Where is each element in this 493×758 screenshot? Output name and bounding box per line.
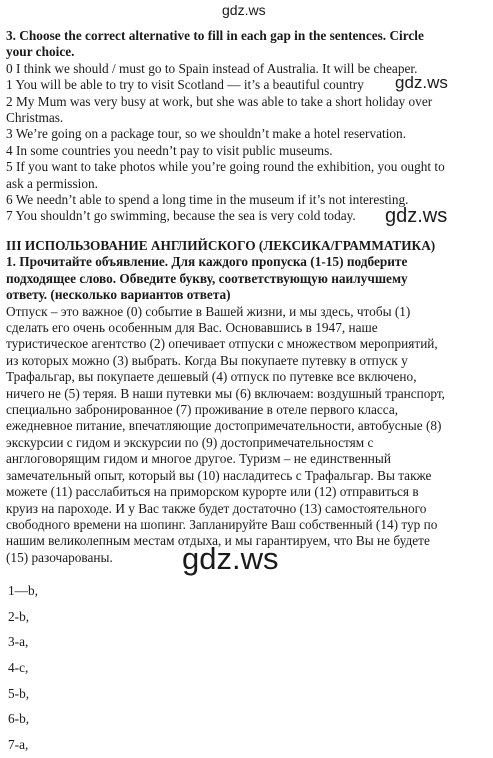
exercise-text-line: 1 You will be able to try to visit Scotland — it’s a beautiful country [6, 77, 364, 93]
section-text-line: сделать его очень особенным для Вас. Основавшись в 1947, наше [6, 320, 378, 336]
section-text-line: экскурсии с гидом и экскурсии по (9) достопримечательностям с [6, 434, 374, 450]
exercise-text-line: 3. Choose the correct alternative to fill in each gap in the sentences. Circle [6, 28, 424, 43]
exercise-russian-section [6, 238, 488, 566]
answer-item: 1—b, [8, 583, 38, 598]
watermark-large: gdz.ws [182, 541, 279, 576]
exercise-text-line: 5 If you want to take photos while you’re going round the exhibition, you ought to [6, 159, 445, 175]
watermark-top: gdz.ws [222, 2, 266, 18]
answer-item: 5-b, [8, 685, 30, 701]
exercise-text-line: 6 We needn’t able to spend a long time in the museum if it’s not interesting. [6, 192, 409, 208]
exercise-text-line: Christmas. [6, 110, 64, 126]
section-text-line: 1. Прочитайте объявление. Для каждого пропуска (1-15) подберите [6, 254, 408, 270]
exercise-text-line: 4 In some countries you needn’t pay to visit public museums. [6, 142, 333, 158]
watermark-middle-2: gdz.ws [385, 205, 448, 227]
exercise-text-line: 7 You shouldn’t go swimming, because the sea is very cold today. [6, 208, 356, 224]
section-text-line: Трафальгар, вы покупаете дешевый (4) отпуск по путевке все включено, [6, 369, 417, 385]
section-text-line: Отпуск – это важное (0) событие в Вашей жизни, и мы здесь, чтобы (1) [6, 303, 411, 319]
section-text-line: замечательный опыт, который вы (10) насладитесь с Трафальгар. Вы также [6, 467, 432, 483]
section-text-line: круиз на пароходе. И у Вас также будет достаточно (13) самостоятельного [6, 500, 427, 516]
section-text-line: из которых можно (3) выбрать. Когда Вы покупаете путевку в отпуск у [6, 352, 408, 368]
answers-list [8, 578, 38, 758]
answer-item: 7-a, [8, 737, 29, 753]
section-text-line: III ИСПОЛЬЗОВАНИЕ АНГЛИЙСКОГО (ЛЕКСИКА/ГРАММАТИКА) [6, 238, 436, 253]
exercise-text-line: ask a permission. [6, 175, 98, 191]
section-text-line: можете (11) расслабиться на приморском курорте или (12) отправиться в [6, 484, 419, 500]
exercise-text-line: 3 We’re going on a package tour, so we shouldn’t make a hotel reservation. [6, 126, 407, 142]
section-text-line: ежедневное питание, впечатляющие достопримечательности, автобусные (8) [6, 418, 442, 434]
section-text-line: специально забронированное (7) проживание в отеле первого класса, [6, 402, 399, 418]
answer-item: 6-b, [8, 711, 30, 727]
exercise-text-line: 0 I think we should / must go to Spain instead of Australia. It will be cheaper. [6, 60, 418, 76]
section-text-line: ответу. (несколько вариантов ответа) [6, 287, 231, 303]
answer-item: 4-c, [8, 660, 29, 676]
exercise-3-english [6, 28, 488, 225]
section-text-line: (15) разочарованы. [6, 549, 113, 565]
answer-item: 3-a, [8, 634, 29, 650]
section-text-line: англоговорящим гидом и многое другое. Туризм – не единственный [6, 451, 391, 467]
watermark-middle: gdz.ws [395, 73, 448, 92]
answer-item: 2-b, [8, 608, 30, 624]
exercise-text-line: your choice. [6, 44, 75, 60]
section-text-line: ничего не (5) теряя. В наши путевки мы (6) включаем: воздушный транспорт, [6, 385, 446, 401]
section-text-line: туристическое агентство (2) опечивает отпуски с множеством мероприятий, [6, 336, 438, 352]
section-text-line: нашим великолепным местам отдыха, и мы гарантируем, что Вы не будете [6, 533, 430, 549]
exercise-text-line: 2 My Mum was very busy at work, but she was able to take a short holiday over [6, 93, 433, 109]
section-text-line: свободного времени на шопинг. Запланируйте Ваш собственный (14) тур по [6, 516, 438, 532]
section-text-line: подходящее слово. Обведите букву, соответствующую наилучшему [6, 270, 408, 286]
